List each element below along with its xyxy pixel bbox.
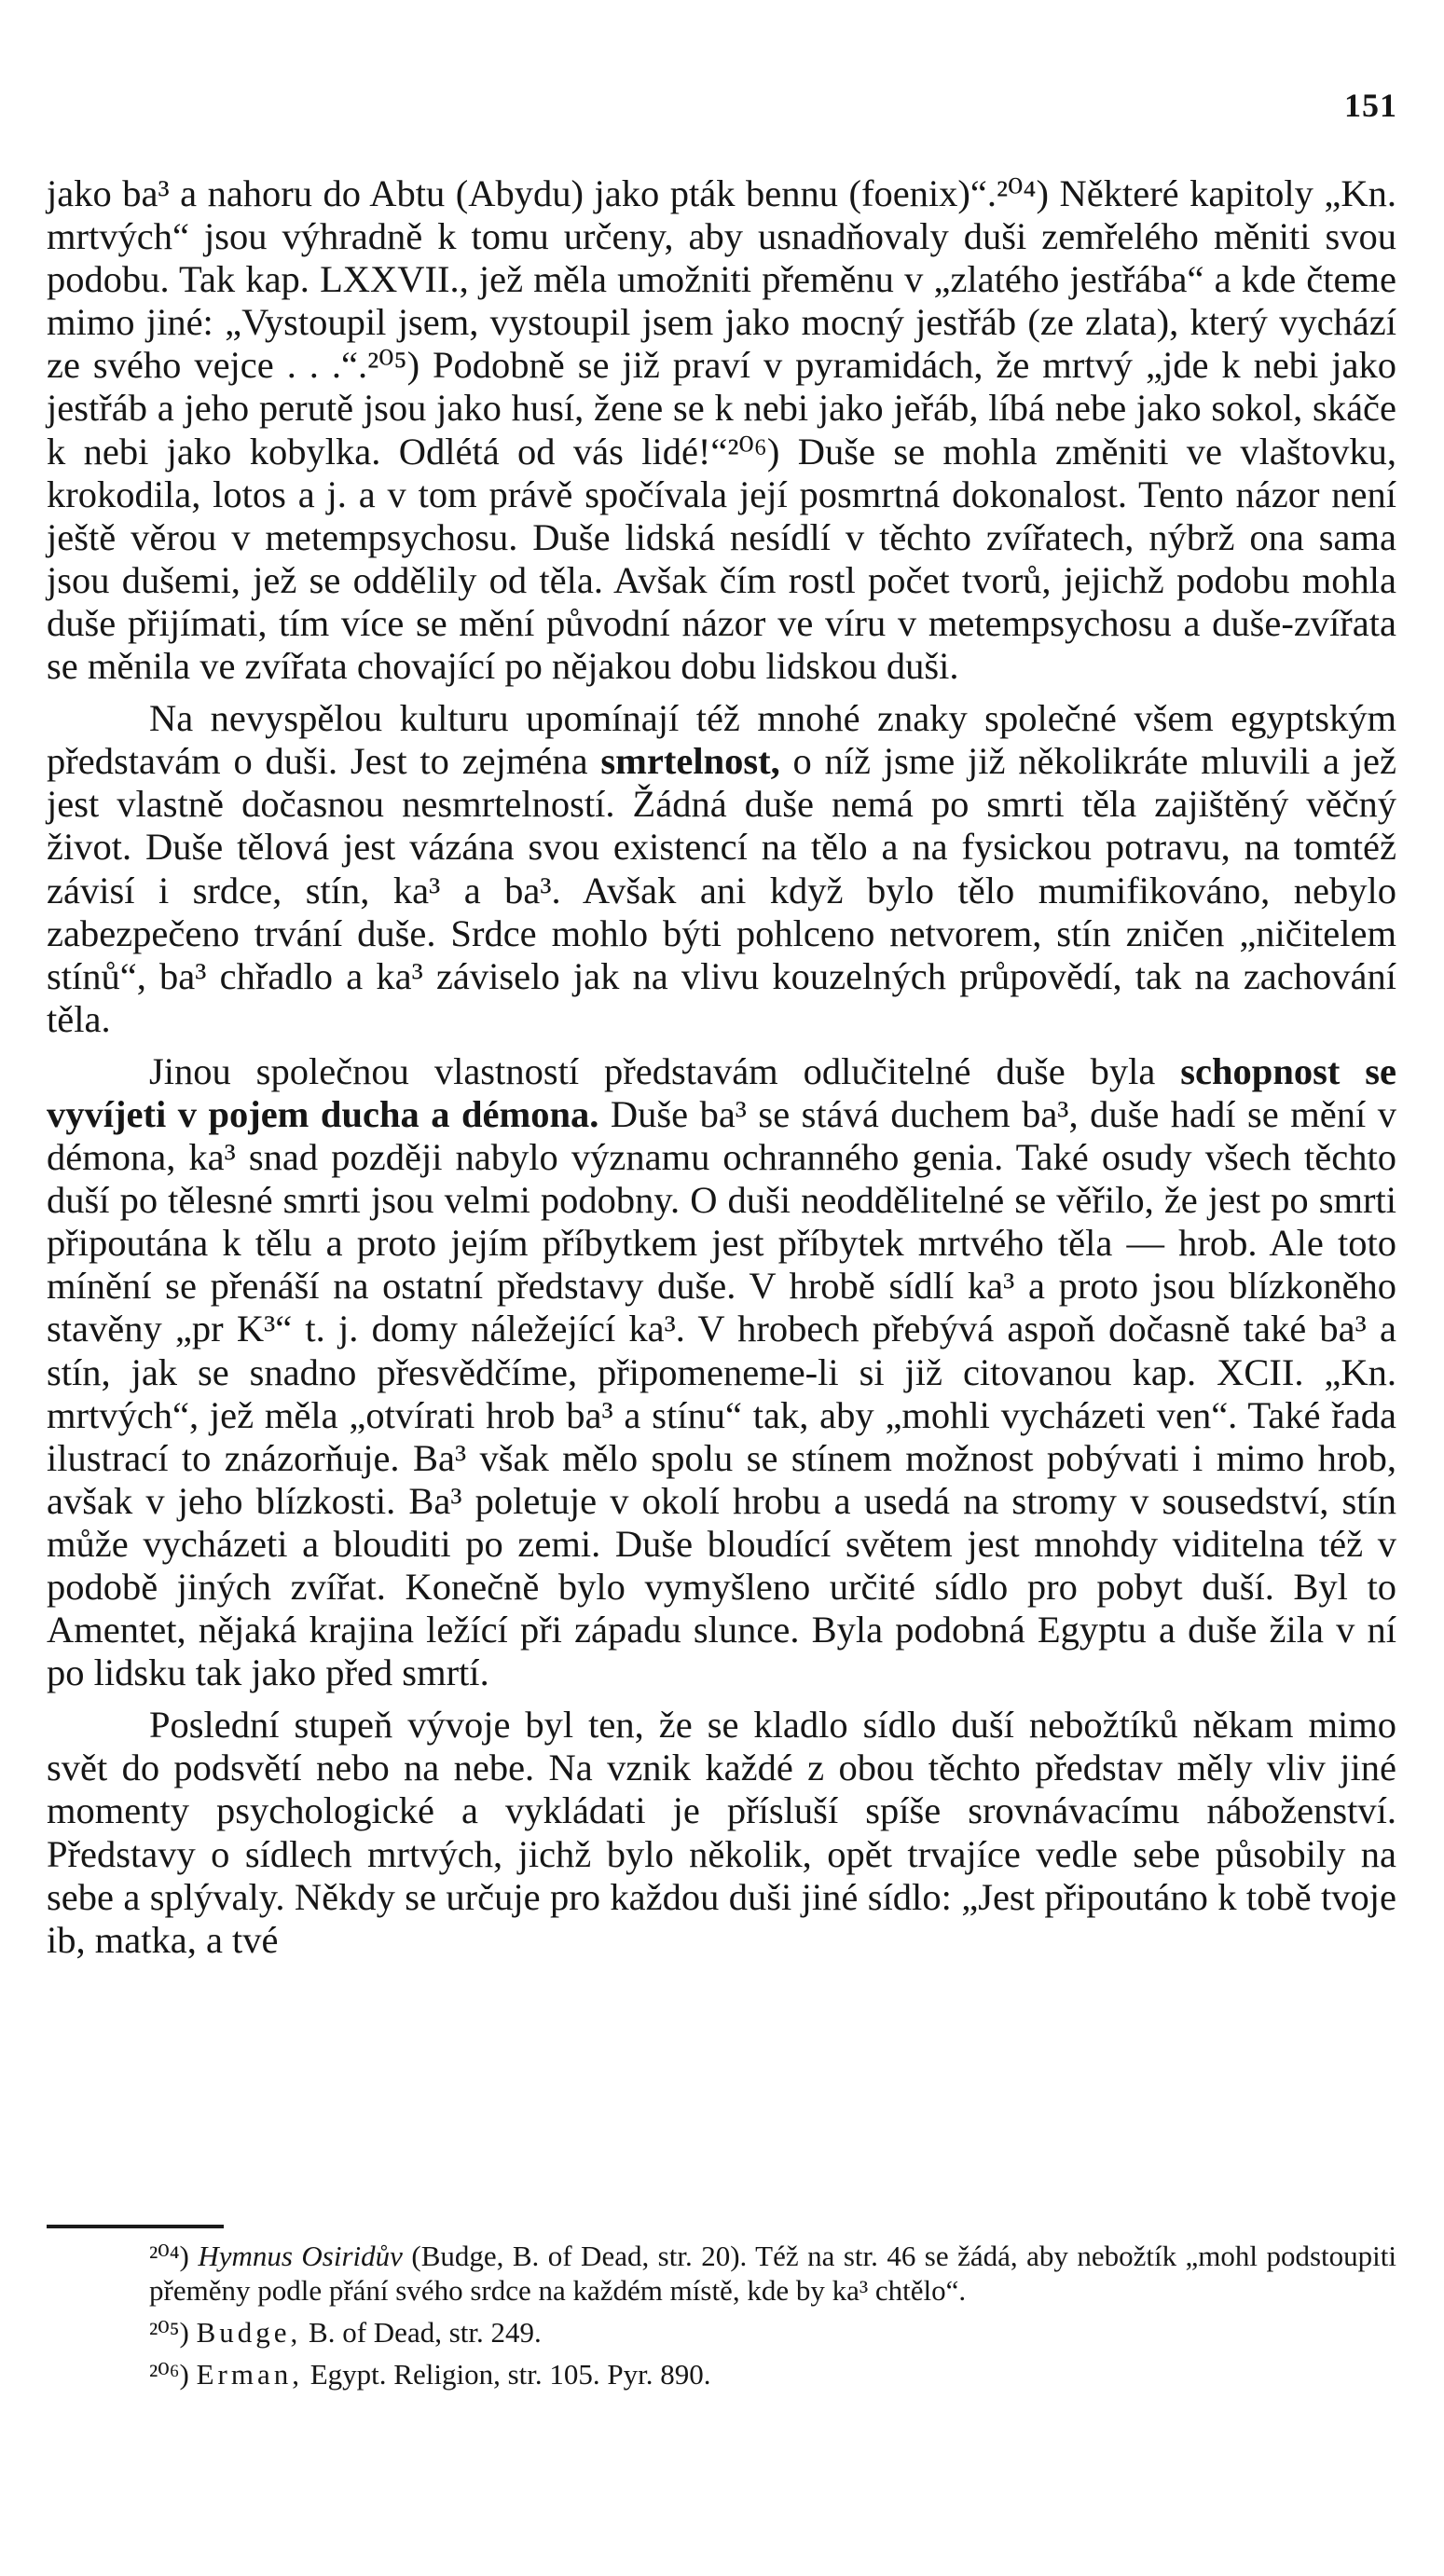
paragraph-1: [47, 172, 1396, 688]
footnote-206: [47, 2357, 1396, 2391]
footnote-204: [47, 2239, 1396, 2308]
paragraph-2: [47, 697, 1396, 1041]
paragraph-1-text: jako ba³ a nahoru do Abtu (Abydu) jako pták bennu (foenix)“.²⁰⁴) Některé kapitoly „Kn. mrtvých“ jsou výhradně k tomu určeny, aby usnadňovaly duši zemřelého měniti svou podobu. Tak kap. LXXVII., jež měla umožniti přeměnu v „zlatého jestřába“ a kde čteme mimo jiné: „Vystoupil jsem, vystoupil jsem jako mocný jestřáb (ze zlata), který vychází ze svého vejce . . .“.²⁰⁵) Podobně se již praví v pyramidách, že mrtvý „jde k nebi jako jestřáb a jeho perutě jsou jako husí, žene se k nebi jako jeřáb, líbá nebe jako sokol, skáče k nebi jako kobylka. Odlétá od vás lidé!“²⁰⁶) Duše se mohla změniti ve vlaštovku, krokodila, lotos a j. a v tom právě spočívala její posmrtná dokonalost. Tento názor není ještě věrou v metempsychosu. Duše lidská nesídlí v těchto zvířatech, nýbrž ona sama jsou dušemi, jež se oddělily od těla. Avšak čím rostl počet tvorů, jejichž podobu mohla duše přijímati, tím více se mění původní názor ve víru v metempsychosu a duše-zvířata se měnila ve zvířata chovající po nějakou dobu lidskou duši.: [47, 172, 1396, 688]
footnote-text: (Budge, B. of Dead, str. 20). Též na str. 46 se žádá, aby nebožtík „mohl podstoupiti přeměny podle přání svého srdce na každém místě, kde by ka³ chtělo“.: [149, 2240, 1397, 2307]
paragraph-3-bold: schopnost se vyvíjeti v pojem ducha a démona.: [47, 1049, 1396, 1135]
footnote-number: ²⁰⁵): [149, 2316, 189, 2349]
page-number: 151: [1344, 87, 1397, 124]
paragraph-2-text-b: o níž jsme již několikráte mluvili a jež jest vlastně dočasnou nesmrtelností. Žádná duše nemá po smrti těla zajištěný věčný život. Duše tělová jest vázána svou existencí na tělo a na fysickou potravu, na tomtéž závisí i srdce, stín, ka³ a ba³. Avšak ani když bylo tělo mumifikováno, nebylo zabezpečeno trvání duše. Srdce mohlo býti pohlceno netvorem, stín zničen „ničitelem stínů“, ba³ chřadlo a ka³ záviselo jak na vlivu kouzelných průpovědí, tak na zachování těla.: [47, 740, 1397, 1040]
footnote-number: ²⁰⁶): [149, 2358, 189, 2391]
footnote-number: ²⁰⁴): [149, 2240, 189, 2272]
footnote-author: Budge,: [196, 2316, 302, 2349]
paragraph-3-text-b: Duše ba³ se stává duchem ba³, duše hadí se mění v démona, ka³ snad později nabylo významu ochranného genia. Také osudy všech těchto duší po tělesné smrti jsou velmi podobny. O duši neoddělitelné se věřilo, že jest po smrti připoutána k tělu a proto jejím příbytkem jest příbytek mrtvého těla — hrob. Ale toto mínění se přenáší na ostatní představy duše. V hrobě sídlí ka³ a proto jsou blízkoněho stavěny „pr K³“ t. j. domy náležející ka³. V hrobech přebývá aspoň dočasně také ba³ a stín, jak se snadno přesvědčíme, připomeneme-li si již citovanou kap. XCII. „Kn. mrtvých“, jež měla „otvírati hrob ba³ a stínu“ tak, aby „mohli vycházeti ven“. Také řada ilustrací to znázorňuje. Ba³ však mělo spolu se stínem možnost pobývati i mimo hrob, avšak v jeho blízkosti. Ba³ poletuje v okolí hrobu a usedá na stromy v sousedství, stín může vycházeti a blouditi po zemi. Duše bloudící světem jest mnohdy viditelna též v podobě jiných zvířat. Konečně bylo vymyšleno určité sídlo pro pobyt duší. Byl to Amentet, nějaká krajina ležící při západu slunce. Byla podobná Egyptu a duše žila v ní po lidsku tak jako před smrtí.: [47, 1092, 1396, 1694]
footnote-author: Erman,: [196, 2358, 303, 2391]
footnotes: [47, 2239, 1396, 2399]
footnote-title: Hymnus Osiridův: [198, 2240, 403, 2272]
paragraph-2-text-a: Na nevyspělou kulturu upomínají též mnohé znaky společné všem egyptským představám o duši. Jest to zejména: [47, 697, 1396, 783]
footnote-text: Egypt. Religion, str. 105. Pyr. 890.: [303, 2358, 711, 2391]
paragraph-2-bold: smrtelnost,: [600, 740, 780, 783]
paragraph-3-text-a: Jinou společnou vlastností představám odlučitelné duše byla: [149, 1049, 1181, 1092]
paragraph-4: [47, 1704, 1396, 1962]
footnote-205: [47, 2315, 1396, 2350]
paragraph-3: [47, 1050, 1396, 1694]
paragraph-4-text: Poslední stupeň vývoje byl ten, že se kladlo sídlo duší nebožtíků někam mimo svět do podsvětí nebo na nebe. Na vznik každé z obou těchto představ měly vliv jiné momenty psychologické a vykládati je přísluší spíše srovnávacímu náboženství. Představy o sídlech mrtvých, jichž bylo několik, opět trvajíce vedle sebe působily na sebe a splývaly. Někdy se určuje pro každou duši jiné sídlo: „Jest připoutáno k tobě tvoje ib, matka, a tvé: [47, 1704, 1396, 1961]
footnote-divider: [47, 2225, 224, 2228]
body-text: [47, 172, 1396, 1962]
footnote-text: B. of Dead, str. 249.: [301, 2316, 542, 2349]
